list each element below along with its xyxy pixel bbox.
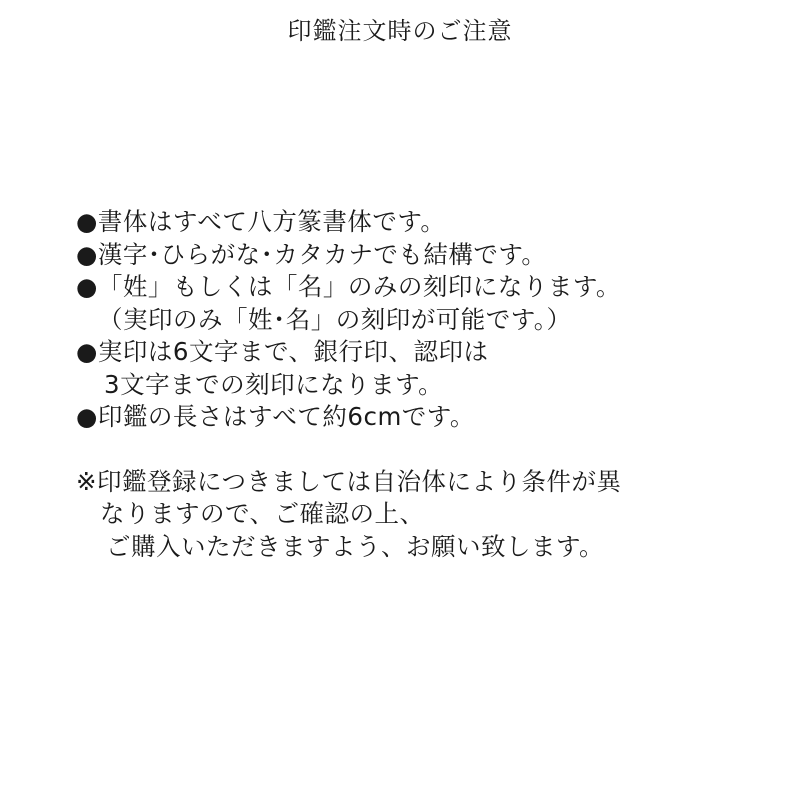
note-name-engraving: ●「姓」もしくは「名」のみの刻印になります。 — [76, 272, 621, 301]
note-font: ●書体はすべて八方篆書体です。 — [76, 207, 446, 236]
disclaimer-line-2: なりますので、ご確認の上、 — [100, 499, 425, 528]
note-length: ●印鑑の長さはすべて約6cmです。 — [76, 402, 475, 431]
disclaimer-line-3: ご購入いただきますよう、お願い致します。 — [106, 531, 605, 561]
note-scripts: ●漢字･ひらがな･カタカナでも結構です。 — [76, 239, 547, 269]
page-title: 印鑑注文時のご注意 — [287, 17, 513, 45]
note-character-limit: ●実印は6文字まで、銀行印、認印は — [76, 337, 489, 366]
note-name-engraving-exception: （実印のみ「姓･名」の刻印が可能です。） — [98, 304, 572, 334]
note-character-limit-cont: 3文字までの刻印になります。 — [104, 369, 444, 399]
notes-list — [76, 206, 776, 563]
disclaimer-line-1: ※印鑑登録につきましては自治体により条件が異 — [76, 466, 622, 496]
